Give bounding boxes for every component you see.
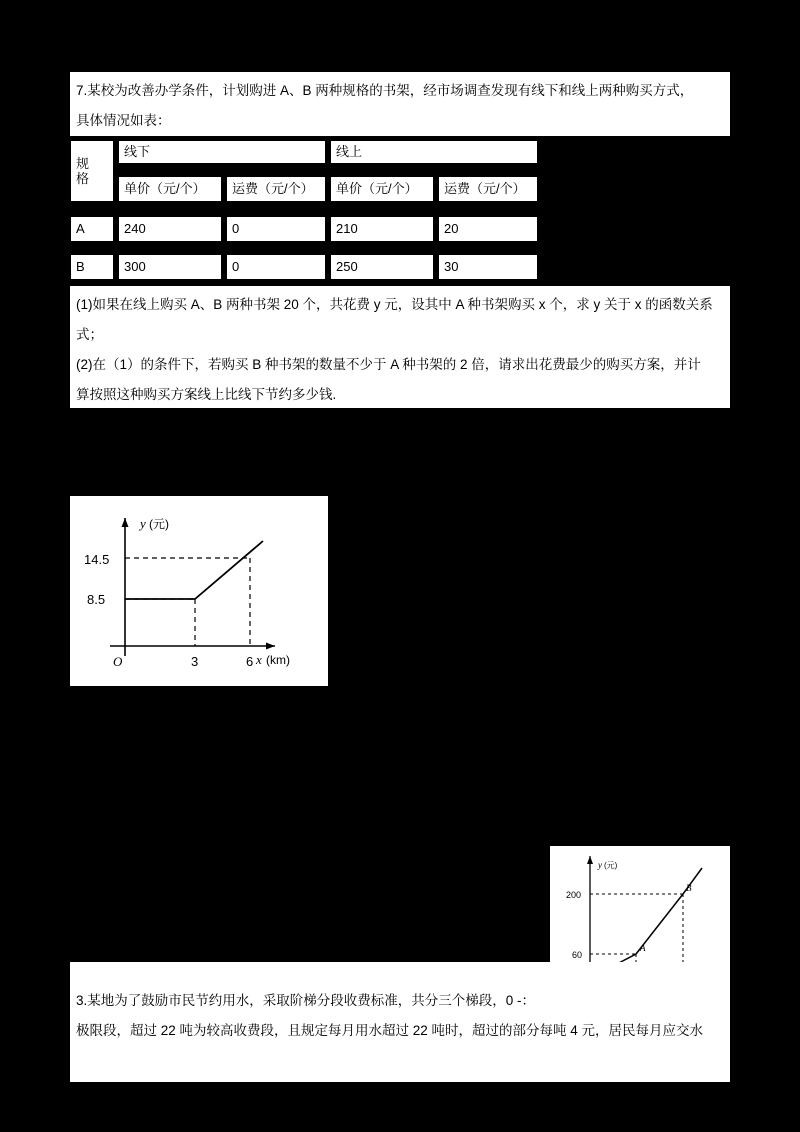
table-cell-a-offline-shipping [226,216,326,242]
table-cell-b-offline-shipping [226,254,326,280]
figure-2-point-label-a: A [640,943,646,953]
table-row [70,216,114,242]
question-3-line-1: 3.某地为了鼓励市民节约用水，采取阶梯分段收费标准，共分三个梯段，0 -： [76,993,536,1008]
table-cell-b-online-price-value: 250 [336,258,358,274]
table-subheader-offline-shipping-label: 运费（元/个） [232,180,314,196]
table-cell-b-offline-price [118,254,222,280]
table-group-header-offline-label: 线下 [124,143,151,159]
table-row-label-a: A [76,220,85,236]
question-7-header-line-2: 具体情况如表： [76,113,171,128]
table-row [70,254,114,280]
figure-2-y-tick-2: 60 [572,950,583,960]
table-cell-a-online-price [330,216,434,242]
question-7-body-line-1: (1)如果在线上购买 A、B 两种书架 20 个，共花费 y 元，设其中 A 种书架购买 x 个，求 y 关于 x 的函数关系 [76,297,713,312]
table-cell-b-online-shipping [438,254,538,280]
table-subheader-online-price [330,176,434,202]
table-subheader-online-shipping-label: 运费（元/个） [444,180,526,196]
question-7-header-line-1: 7.某校为改善办学条件，计划购进 A、B 两种规格的书架，经市场调查发现有线下和线上两种购买方式， [76,83,694,98]
table-cell-a-offline-price-value: 240 [124,220,146,236]
figure-1-x-tick-2: 6 [246,654,254,669]
figure-2-y-axis-unit: (元) [604,861,618,870]
figure-1-x-axis-label: x [256,652,262,667]
figure-1-y-tick-2: 8.5 [87,592,106,607]
figure-1-piecewise-graph [70,496,328,686]
table-cell-a-online-price-value: 210 [336,220,358,236]
table-group-header-offline [118,140,326,164]
question-7-body-line-2: 式； [76,327,103,342]
figure-1-x-tick-1: 3 [191,654,199,669]
question-7-body [70,286,730,408]
table-subheader-online-shipping [438,176,538,202]
table-cell-a-online-shipping-value: 20 [444,220,459,236]
figure-1-x-axis-unit: (km) [266,653,290,667]
table-subheader-offline-price-label: 单价（元/个） [124,180,206,196]
question-7-body-line-4: 算按照这种购买方案线上比线下节约多少钱. [76,387,337,402]
table-corner-label-line-1: 规 [76,156,90,171]
figure-1-svg [70,496,328,686]
table-cell-a-online-shipping [438,216,538,242]
table-corner-label-line-2: 格 [76,171,90,186]
table-group-header-online-label: 线上 [336,143,363,159]
table-cell-b-online-shipping-value: 30 [444,258,459,274]
table-cell-a-offline-price [118,216,222,242]
table-corner-label [70,140,114,202]
table-cell-b-online-price [330,254,434,280]
table-subheader-offline-price [118,176,222,202]
figure-2-point-label-b: B [686,883,692,893]
figure-1-y-tick-1: 14.5 [84,552,110,567]
question-3-line-2: 极限段，超过 22 吨为较高收费段，且规定每月用水超过 22 吨时，超过的部分每吨 4 元，居民每月应交水 [76,1023,704,1038]
table-cell-b-offline-price-value: 300 [124,258,146,274]
figure-2-y-axis-label: y [598,860,602,870]
table-cell-b-offline-shipping-value: 0 [232,258,240,274]
question-7-header [70,72,730,136]
table-subheader-offline-shipping [226,176,326,202]
table-row-label-b: B [76,258,85,274]
figure-2-y-tick-1: 200 [566,890,582,900]
figure-1-y-axis-label: y [140,516,146,531]
question-7-body-line-3: (2)在（1）的条件下，若购买 B 种书架的数量不少于 A 种书架的 2 倍，请求出花费最少的购买方案，并计 [76,357,701,372]
table-cell-a-offline-shipping-value: 0 [232,220,240,236]
question-3-block [70,962,730,1082]
table-group-header-online [330,140,538,164]
table-subheader-online-price-label: 单价（元/个） [336,180,418,196]
figure-1-y-axis-unit: (元) [149,517,169,531]
figure-1-origin-label: O [113,654,123,669]
